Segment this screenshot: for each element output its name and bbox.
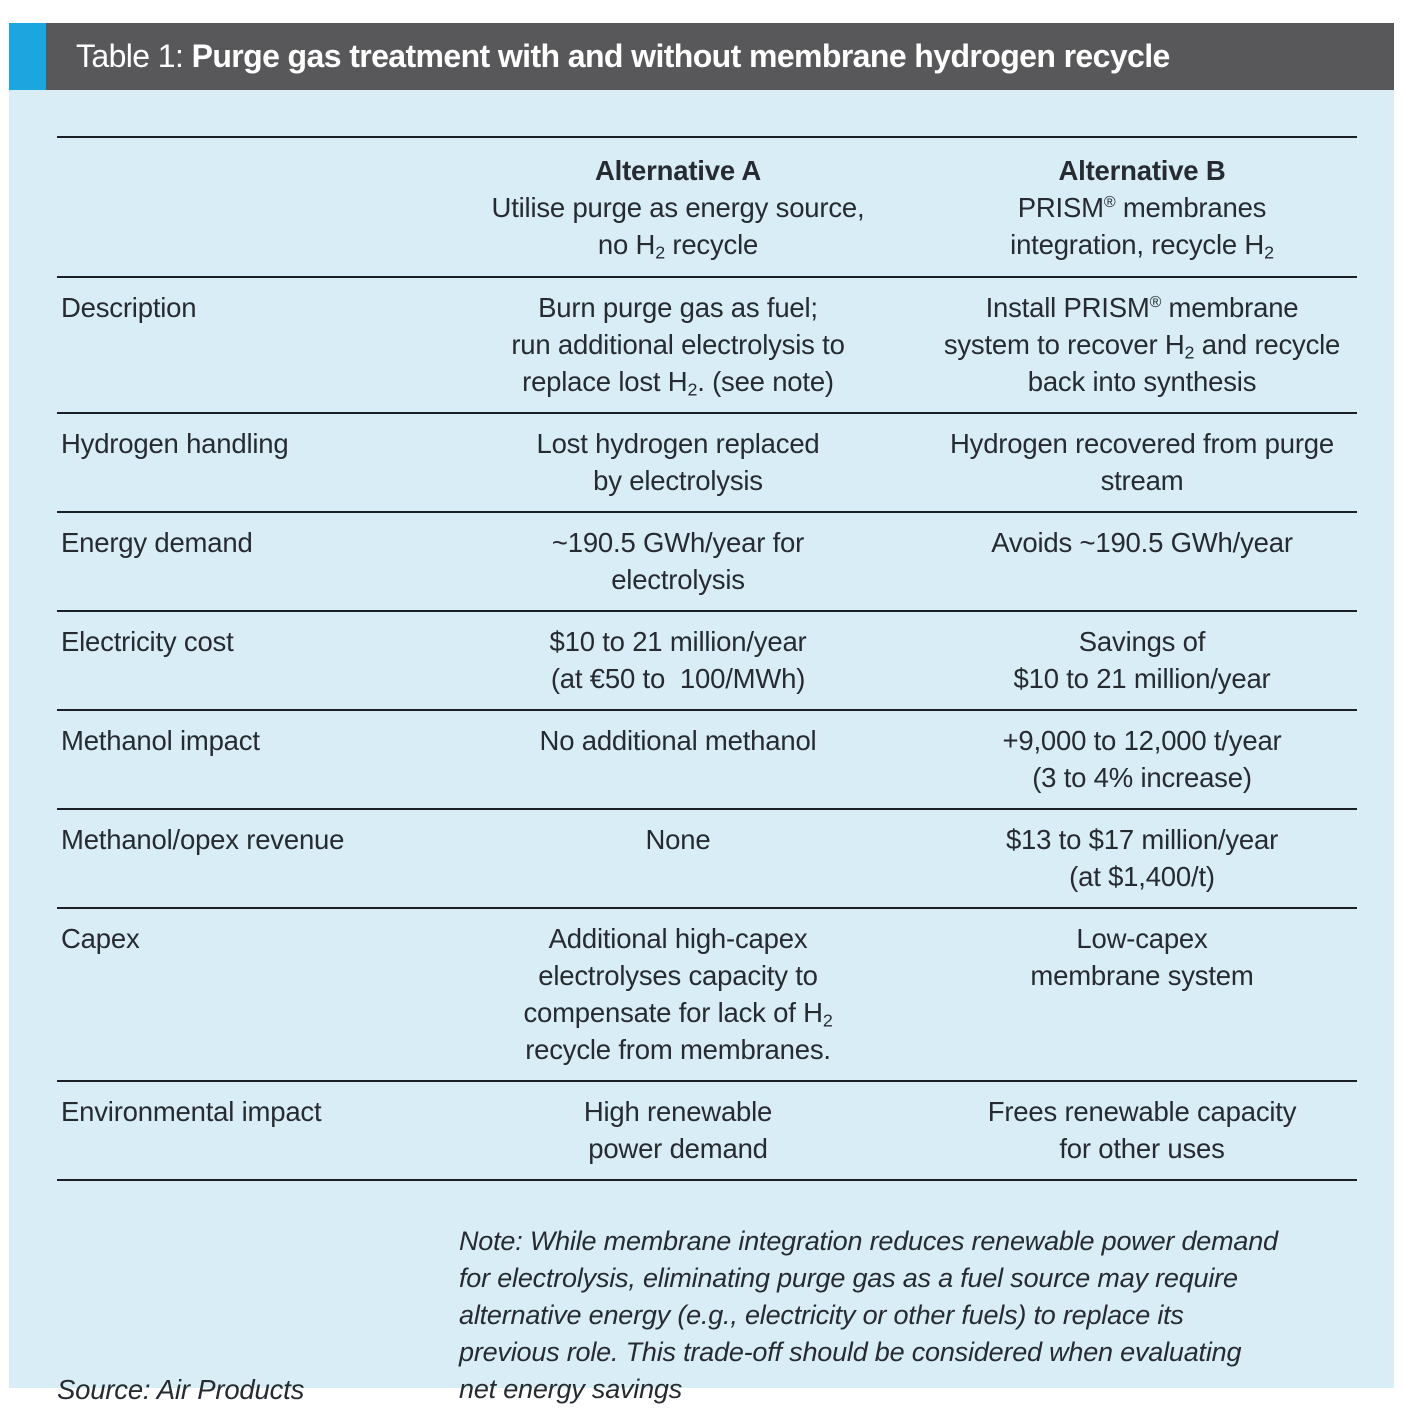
table-footer [57,1223,1357,1408]
cell-alt-b: Install PRISM® membrane system to recover $H_2$ and recycle back into synthesis [943,292,1341,397]
cell-alt-b: +9,000 to 12,000 t/year (3 to 4% increase) [1002,725,1282,793]
row-label: Environmental impact [61,1096,322,1127]
cell-alt-b: Frees renewable capacity for other uses [987,1096,1297,1164]
empty-header-cell [57,137,429,277]
alt-a-name: Alternative A [594,155,761,186]
comparison-table [57,136,1357,1181]
row-label: Methanol impact [61,725,260,756]
table-title [76,38,1170,75]
table-title-text: Purge gas treatment with and without membrane hydrogen recycle [191,38,1170,74]
table-row [57,512,1357,611]
cell-alt-b: Low-capex membrane system [1030,923,1254,991]
alt-b-name: Alternative B [1058,155,1226,186]
column-header-alt-b [927,137,1357,277]
cell-alt-b: Avoids ~190.5 GWh/year [991,527,1293,558]
table-panel [9,90,1394,1405]
column-header-alt-a [429,137,927,277]
cell-alt-b: $13 to $17 million/year (at $1,400/t) [1005,824,1279,892]
table-row [57,1081,1357,1180]
cell-alt-a: $10 to 21 million/year (at €50 to 100/MWh) [549,626,807,694]
table-row [57,413,1357,512]
table-head [57,137,1357,277]
source-credit: Source: Air Products [57,1374,305,1405]
row-label: Energy demand [61,527,253,558]
table-row [57,277,1357,413]
cell-alt-a: None [645,824,711,855]
accent-square [9,23,46,90]
cell-alt-a: Lost hydrogen replaced by electrolysis [536,428,820,496]
row-label: Methanol/opex revenue [61,824,345,855]
cell-alt-a: ~190.5 GWh/year for electrolysis [551,527,805,595]
cell-alt-a: Additional high-capex electrolyses capacity to compensate for lack of $H_2$ recycle from membranes. [523,923,833,1065]
cell-alt-b: Hydrogen recovered from purge stream [950,428,1334,496]
table-body [57,277,1357,1180]
table-row [57,908,1357,1081]
column-header-row [57,137,1357,277]
cell-alt-a: High renewable power demand [583,1096,773,1164]
table-row [57,809,1357,908]
cell-alt-a: Burn purge gas as fuel; run additional electrolysis to replace lost $H_2$. (see note) [511,292,845,400]
row-label: Capex [61,923,140,954]
table-title-bar [9,23,1394,90]
table-row [57,710,1357,809]
title-bar [46,23,1394,90]
row-label: Description [61,292,197,323]
table-note: Note: While membrane integration reduces renewable power demand for electrolysis, eliminating purge gas as a fuel source may require alternative energy (e.g., electricity or other fuels) to replace its previous role. This trade-off should be considered when evaluating net energy savings [459,1226,1278,1404]
cell-alt-b: Savings of $10 to 21 million/year [1013,626,1271,694]
alt-b-subtitle: PRISM® membranes integration, recycle $H_2$ [1010,192,1274,263]
alt-a-subtitle: Utilise purge as energy source, no $H_2$ recycle [491,192,865,263]
row-label: Electricity cost [61,626,234,657]
table-title-prefix: Table 1: [76,38,192,74]
table-row [57,611,1357,710]
cell-alt-a: No additional methanol [539,725,817,756]
row-label: Hydrogen handling [61,428,289,459]
